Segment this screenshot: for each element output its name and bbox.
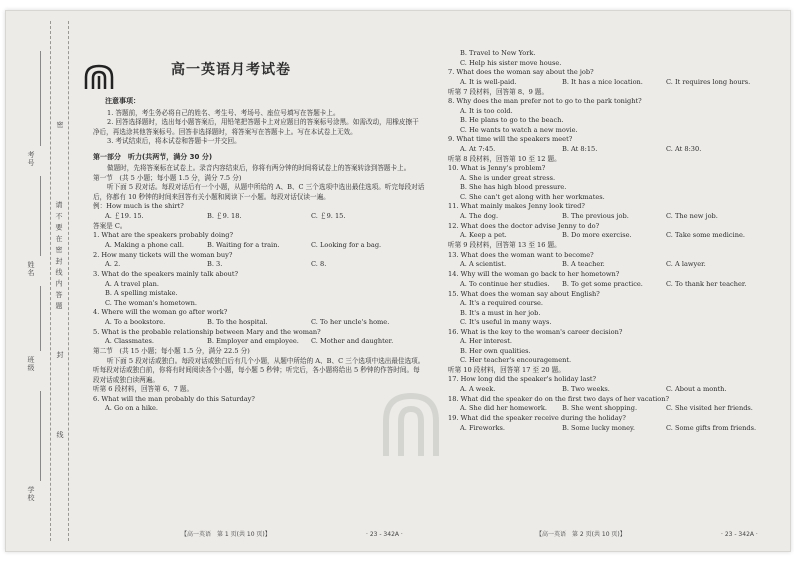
option-c: C. She visited her friends. bbox=[666, 404, 753, 412]
school-logo-icon bbox=[83, 63, 115, 91]
option-row bbox=[81, 318, 429, 328]
option-b: B. Two weeks. bbox=[562, 384, 610, 393]
option-row bbox=[436, 280, 781, 290]
question-6: 6. What will the man probably do this Saturday? bbox=[93, 394, 255, 403]
question-text: 17. How long did the speaker's holiday last? bbox=[448, 375, 597, 383]
field-school: 学校 bbox=[27, 486, 35, 502]
example-answer: 答案是 C。 bbox=[93, 221, 127, 230]
option-b: B. Do more exercise. bbox=[562, 231, 632, 239]
option-b: B. ￡9. 18. bbox=[207, 211, 242, 220]
option-a: A. To continue her studies. bbox=[460, 279, 550, 288]
field-name-line bbox=[26, 176, 41, 256]
footer-right-code: · 23 - 342A · bbox=[721, 530, 758, 538]
field-class-line bbox=[26, 286, 41, 351]
seal-mark-mi: 密 bbox=[56, 121, 64, 129]
option-b: B. Her own qualities. bbox=[460, 346, 531, 355]
option-a: A. She did her homework. bbox=[460, 404, 547, 412]
option-a: A. Classmates. bbox=[105, 337, 155, 345]
option-c: C. Mother and daughter. bbox=[311, 337, 394, 345]
question-6-option-a: A. Go on a hike. bbox=[105, 404, 158, 412]
option-row bbox=[436, 145, 781, 155]
seal-line bbox=[68, 21, 69, 541]
exam-sheet bbox=[5, 10, 791, 552]
option-row bbox=[436, 260, 781, 270]
seal-mark-feng: 封 bbox=[56, 351, 64, 359]
option-a: A. It is too cold. bbox=[460, 106, 513, 115]
notes-heading: 注意事项： bbox=[105, 97, 140, 105]
option-c: C. ￡9. 15. bbox=[311, 211, 346, 220]
note-item: 1. 答题前，考生务必将自己的姓名、考生号、考场号、座位号填写在答题卡上。 bbox=[107, 108, 340, 117]
field-school-line bbox=[26, 391, 41, 481]
option-b: B. A teacher. bbox=[562, 260, 605, 268]
option-c: C. The woman's hometown. bbox=[105, 298, 197, 307]
option-c: C. To thank her teacher. bbox=[666, 279, 747, 288]
option-c: C. The new job. bbox=[666, 211, 718, 220]
field-exam-no: 考号 bbox=[27, 151, 35, 167]
question-text: 11. What mainly makes Jenny look tired? bbox=[448, 202, 585, 210]
page-right bbox=[436, 11, 781, 551]
option-c: C. A lawyer. bbox=[666, 260, 706, 268]
field-name: 姓名 bbox=[27, 261, 35, 277]
option-c: C. Looking for a bag. bbox=[311, 240, 382, 249]
option-b: B. He plans to go to the beach. bbox=[460, 116, 564, 124]
option-a: A. She is under great stress. bbox=[460, 173, 556, 182]
material-label: 听第 10 段材料，回答第 17 至 20 题。 bbox=[448, 365, 565, 374]
question-text: 3. What do the speakers mainly talk about? bbox=[93, 270, 239, 278]
material-label: 听第 8 段材料，回答第 10 至 12 题。 bbox=[448, 154, 561, 163]
option-b: B. To get some practice. bbox=[562, 279, 643, 288]
question-text: 13. What does the woman want to become? bbox=[448, 250, 594, 259]
option-a: A. 2. bbox=[105, 260, 121, 268]
option-c: C. Take some medicine. bbox=[666, 231, 745, 239]
option-c: C. Her teacher's encouragement. bbox=[460, 356, 572, 364]
option-a: A. It is well-paid. bbox=[460, 77, 517, 86]
binding-margin bbox=[24, 11, 74, 551]
question-text: 4. Where will the woman go after work? bbox=[93, 308, 228, 316]
question-text: 10. What is Jenny's problem? bbox=[448, 164, 546, 172]
part1-heading: 第一部分 听力(共两节，满分 30 分) bbox=[93, 152, 213, 161]
option-row bbox=[436, 424, 781, 434]
question-text: 8. Why does the man prefer not to go to the park tonight? bbox=[448, 97, 642, 105]
material-6: 听第 6 段材料，回答第 6、7 题。 bbox=[93, 385, 194, 393]
question-text: 15. What does the woman say about English? bbox=[448, 289, 600, 298]
page-left bbox=[81, 11, 429, 551]
question-text: 16. What is the key to the woman's career decision? bbox=[448, 327, 623, 336]
option-c: C. It requires long hours. bbox=[666, 77, 751, 86]
footer-right: 【高一英语 第 2 页(共 10 页)】 bbox=[536, 530, 626, 538]
note-item: 2. 回答选择题时，选出每小题答案后，用铅笔把答题卡上对应题目的答案标号涂黑。如需改动，用橡皮擦干净后，再选涂其他答案标号。回答非选择题时，将答案写在答题卡上。写在本试卷上无效。 bbox=[93, 118, 419, 136]
option-a: A. Her interest. bbox=[460, 337, 512, 345]
option-c: C. She can't get along with her workmates. bbox=[460, 192, 605, 201]
option-a: A. Making a phone call. bbox=[105, 240, 184, 249]
question-text: 18. What did the speaker do on the first two days of her vacation? bbox=[448, 394, 669, 403]
question-text: 2. How many tickets will the woman buy? bbox=[93, 250, 233, 259]
option-b: B. To the hospital. bbox=[207, 317, 268, 326]
section2-intro: 听下面 5 段对话或独白。每段对话或独白后有几个小题，从题中所给的 A、B、C 三个选项中选出最佳选项。听每段对话或独白前，你将有时间阅读各个小题，每小题 5 秒钟；听完后，各小题将给出 5 秒钟的作答时间。每段对话或独白读两遍。 bbox=[93, 356, 425, 384]
field-class: 班级 bbox=[27, 356, 35, 372]
option-c: C. He wants to watch a new movie. bbox=[460, 125, 578, 134]
material-label: 听第 7 段材料，回答第 8、9 题。 bbox=[448, 87, 549, 96]
option-row bbox=[436, 231, 781, 241]
part1-intro: 做题时，先将答案标在试卷上。录音内容结束后，你将有两分钟的时间将试卷上的答案转涂到答题卡上。 bbox=[107, 164, 411, 172]
question-text: 5. What is the probable relationship between Mary and the woman? bbox=[93, 327, 321, 336]
option-b: B. She went shopping. bbox=[562, 404, 638, 412]
option-a: A. A scientist. bbox=[460, 260, 507, 268]
option-b: B. It's a must in her job. bbox=[460, 308, 541, 317]
question-text: 19. What did the speaker receive during the holiday? bbox=[448, 414, 626, 422]
section2-heading: 第二节 (共 15 小题；每小题 1.5 分，满分 22.5 分) bbox=[93, 347, 250, 355]
option-c: C. 8. bbox=[311, 260, 327, 268]
section1-intro: 听下面 5 段对话。每段对话后有一个小题，从题中所给的 A、B、C 三个选项中选出最佳选项。听完每段对话后，你都有 10 秒钟的时间来回答有关小题和阅读下一小题。每段对话仅读一遍。 bbox=[93, 183, 425, 201]
left-question-list bbox=[81, 231, 429, 347]
option-c: C. About a month. bbox=[666, 384, 727, 393]
question-text: 12. What does the doctor advise Jenny to do? bbox=[448, 221, 600, 230]
option-row bbox=[436, 404, 781, 414]
title-row bbox=[81, 63, 429, 93]
option-a: A. ￡19. 15. bbox=[105, 211, 144, 220]
option-row bbox=[436, 212, 781, 222]
option-row bbox=[81, 337, 429, 347]
field-exam-no-line bbox=[26, 51, 41, 146]
footer-left-code: · 23 - 342A · bbox=[366, 530, 403, 538]
example-question: 例：How much is the shirt? bbox=[93, 202, 184, 210]
option-c: C. To her uncle's home. bbox=[311, 317, 390, 326]
question-text: 7. What does the woman say about the job? bbox=[448, 68, 594, 76]
option-b: B. Waiting for a train. bbox=[207, 240, 280, 249]
option-a: A. A travel plan. bbox=[105, 279, 159, 288]
question-text: 14. Why will the woman go back to her hometown? bbox=[448, 270, 620, 278]
option-b: B. 3. bbox=[207, 260, 223, 268]
option-c: C. Some gifts from friends. bbox=[666, 423, 757, 432]
option-row bbox=[81, 260, 429, 270]
option-row bbox=[81, 241, 429, 251]
option-b: B. A spelling mistake. bbox=[105, 289, 178, 297]
seal-mark-xian: 线 bbox=[56, 431, 64, 439]
option-a: A. Keep a pet. bbox=[460, 231, 507, 239]
q6-option-c: C. Help his sister move house. bbox=[460, 58, 562, 67]
question-text: 9. What time will the speakers meet? bbox=[448, 135, 573, 143]
note-item: 3. 考试结束后，将本试卷和答题卡一并交回。 bbox=[107, 137, 241, 145]
option-a: A. The dog. bbox=[460, 211, 499, 220]
option-a: A. A week. bbox=[460, 384, 496, 393]
option-a: A. Fireworks. bbox=[460, 423, 505, 432]
material-label: 听第 9 段材料，回答第 13 至 16 题。 bbox=[448, 241, 561, 249]
option-b: B. It has a nice location. bbox=[562, 77, 643, 86]
exam-title: 高一英语月考试卷 bbox=[171, 62, 291, 78]
option-b: B. Employer and employee. bbox=[207, 337, 299, 345]
q6-option-b: B. Travel to New York. bbox=[460, 49, 536, 57]
cut-line bbox=[50, 21, 51, 541]
option-c: C. It's useful in many ways. bbox=[460, 318, 552, 326]
option-b: B. The previous job. bbox=[562, 211, 629, 220]
footer-left: 【高一英语 第 1 页(共 10 页)】 bbox=[181, 530, 271, 538]
option-a: A. It's a required course. bbox=[460, 299, 543, 307]
example-options bbox=[81, 212, 429, 222]
option-row bbox=[436, 78, 781, 88]
option-a: A. At 7:45. bbox=[460, 144, 496, 153]
option-c: C. At 8:30. bbox=[666, 144, 702, 153]
section1-heading: 第一节 (共 5 小题；每小题 1.5 分，满分 7.5 分) bbox=[93, 173, 242, 182]
question-text: 1. What are the speakers probably doing? bbox=[93, 231, 233, 239]
right-question-list bbox=[436, 68, 781, 434]
option-b: B. She has high blood pressure. bbox=[460, 183, 567, 191]
option-a: A. To a bookstore. bbox=[105, 317, 166, 326]
cut-line-text: 请 不 要 在 密 封 线 内 答 题 bbox=[55, 201, 63, 311]
option-b: B. Some lucky money. bbox=[562, 423, 635, 432]
option-row bbox=[436, 385, 781, 395]
option-b: B. At 8:15. bbox=[562, 144, 598, 153]
